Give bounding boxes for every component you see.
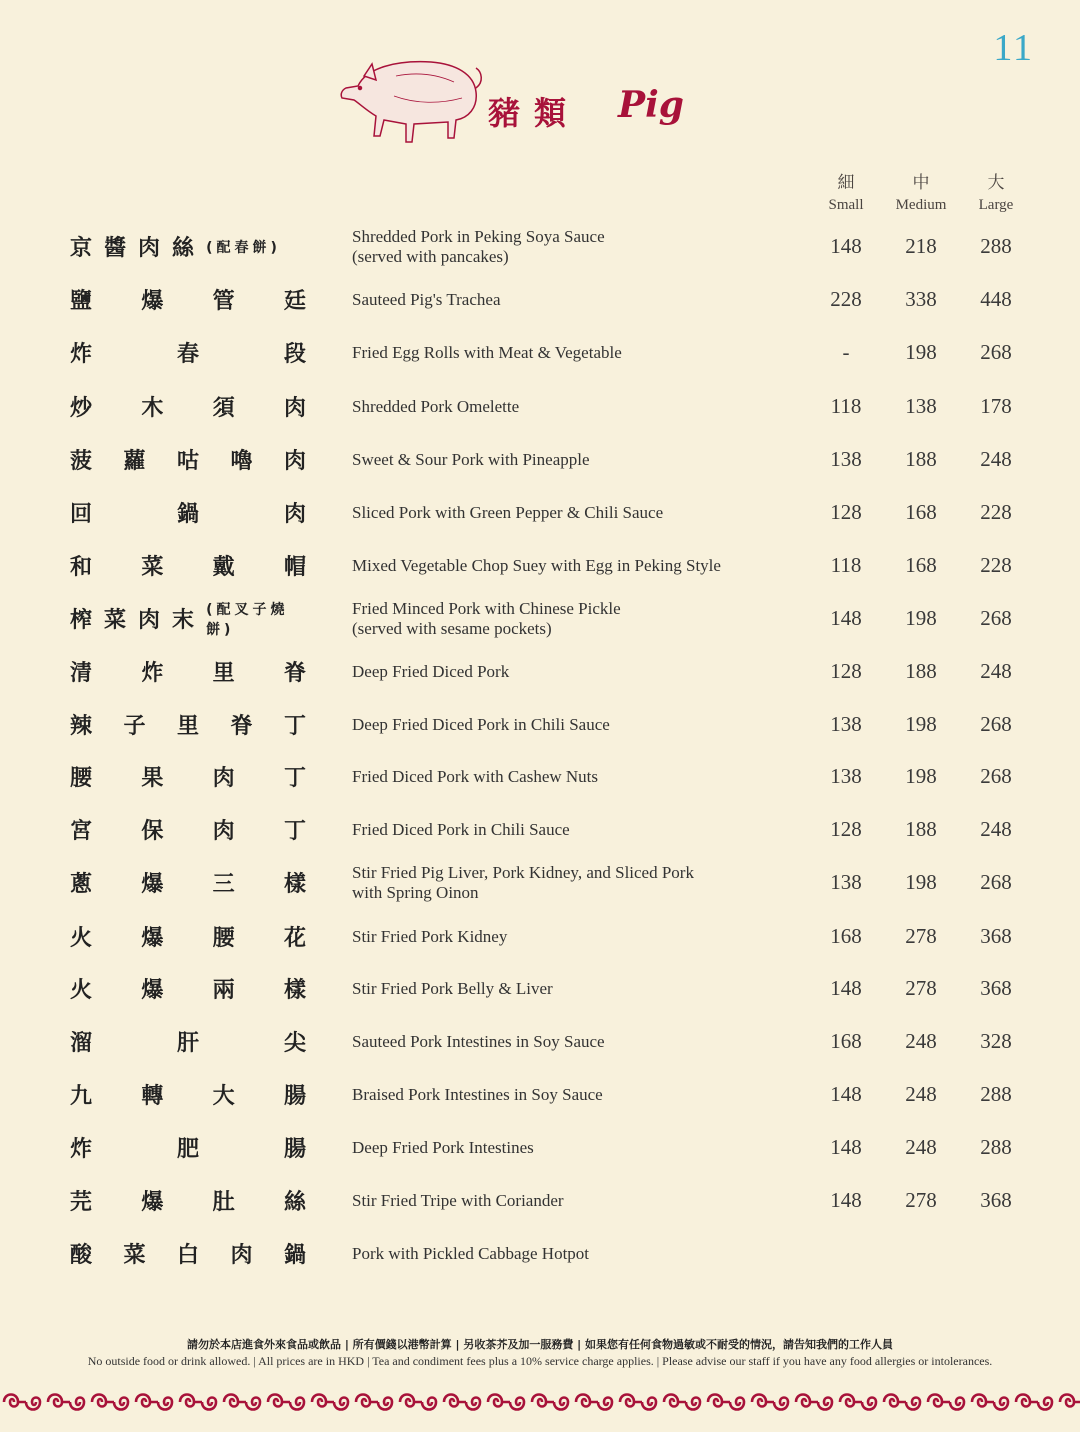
dish-name-char: 炸 <box>70 1137 93 1162</box>
price-small: 128 <box>830 500 862 524</box>
dish-name-chinese <box>70 1068 306 1121</box>
price-large: 268 <box>980 712 1012 736</box>
dish-name-chinese <box>70 750 306 803</box>
dish-name-char: 腸 <box>283 1137 306 1162</box>
dish-name-chinese <box>70 433 306 486</box>
size-header-small <box>806 172 886 216</box>
price-large: 268 <box>980 764 1012 788</box>
price-medium: 198 <box>905 340 937 364</box>
price-large: 268 <box>980 340 1012 364</box>
dish-name-char: 大 <box>212 1084 235 1109</box>
size-header-zh: 細 <box>837 173 855 193</box>
price-small: 118 <box>830 394 862 418</box>
price-small: 148 <box>830 1188 862 1212</box>
dish-name-english: Shredded Pork Omelette <box>352 396 520 416</box>
dish-name-english: Stir Fried Tripe with Coriander <box>352 1190 564 1210</box>
dish-name-char: 肉 <box>212 766 235 791</box>
dish-name-english: Sweet & Sour Pork with Pineapple <box>352 449 590 469</box>
dish-name-char: 兩 <box>212 978 235 1003</box>
price-large <box>956 1227 1036 1280</box>
menu-item-row <box>0 1227 1080 1280</box>
dish-name-char: 保 <box>141 819 164 844</box>
dish-name-english: Deep Fried Diced Pork in Chili Sauce <box>352 714 610 734</box>
dish-name-char: 里 <box>212 661 235 686</box>
price-large: 368 <box>980 976 1012 1000</box>
price-medium: 168 <box>905 553 937 577</box>
dish-name-chinese <box>70 380 306 433</box>
price-small: 138 <box>830 712 862 736</box>
dish-name-char: 管 <box>212 289 235 314</box>
price-medium: 198 <box>905 870 937 894</box>
dish-name-char: 廷 <box>283 289 306 314</box>
dish-name-char: 宮 <box>70 819 93 844</box>
dish-name-char: 腸 <box>283 1084 306 1109</box>
dish-name-char: 段 <box>283 342 306 367</box>
price-small: 228 <box>830 287 862 311</box>
menu-item-row <box>0 380 1080 433</box>
footer-notice-chinese: 請勿於本店進食外來食品或飲品 | 所有價錢以港幣計算 | 另收茶芥及加一服務費 | 如果您有任何食物過敏或不耐受的情況，請告知我們的工作人員 <box>186 1338 894 1351</box>
dish-name-char: 菜 <box>123 1243 146 1268</box>
dish-note-chinese: (配春餅) <box>206 239 281 256</box>
price-small: 118 <box>830 553 862 577</box>
dish-name-english: Pork with Pickled Cabbage Hotpot <box>352 1243 590 1263</box>
price-large: 228 <box>980 500 1012 524</box>
dish-name-chinese <box>70 698 306 751</box>
dish-name-char: 菠 <box>70 449 93 474</box>
menu-item-row <box>0 856 1080 909</box>
dish-name-char: 榨 <box>70 608 93 633</box>
price-small: 128 <box>830 817 862 841</box>
dish-name-char: 回 <box>70 502 93 527</box>
menu-item-row <box>0 486 1080 539</box>
price-small: 138 <box>830 764 862 788</box>
price-small: 148 <box>830 1135 862 1159</box>
dish-name-char: 酸 <box>70 1243 93 1268</box>
price-small: 148 <box>830 606 862 630</box>
price-medium: 278 <box>905 924 937 948</box>
dish-name-char: 咕 <box>176 449 199 474</box>
price-large: 178 <box>980 394 1012 418</box>
dish-name-char: 菜 <box>104 608 127 633</box>
price-small: 168 <box>830 1029 862 1053</box>
menu-item-row <box>0 1121 1080 1174</box>
dish-name-char: 丁 <box>283 714 306 739</box>
dish-name-chinese <box>70 220 306 273</box>
price-medium: 168 <box>905 500 937 524</box>
dish-name-char: 爆 <box>141 978 164 1003</box>
dish-name-char: 樣 <box>283 872 306 897</box>
dish-name-char: 鹽 <box>70 289 93 314</box>
price-medium: 248 <box>905 1029 937 1053</box>
dish-name-english: Sauteed Pig's Trachea <box>352 289 501 309</box>
dish-name-char: 芫 <box>70 1190 93 1215</box>
price-medium: 188 <box>905 817 937 841</box>
menu-item-row <box>0 539 1080 592</box>
menu-item-row <box>0 273 1080 326</box>
dish-name-chinese <box>70 645 306 698</box>
menu-item-row <box>0 750 1080 803</box>
price-medium: 198 <box>905 712 937 736</box>
price-large: 288 <box>980 1135 1012 1159</box>
price-small: 128 <box>830 659 862 683</box>
dish-name-char: 和 <box>70 555 93 580</box>
price-medium: 188 <box>905 447 937 471</box>
dish-name-chinese <box>70 856 306 909</box>
title-english: Pig <box>618 84 684 126</box>
price-small: - <box>842 340 850 364</box>
size-header-medium <box>881 172 961 216</box>
dish-name-english: Deep Fried Diced Pork <box>352 661 510 681</box>
dish-name-char: 爆 <box>141 872 164 897</box>
dish-name-char: 肉 <box>138 608 161 633</box>
price-medium: 278 <box>905 976 937 1000</box>
dish-name-chinese <box>70 326 306 379</box>
price-medium <box>881 1227 961 1280</box>
size-header-zh: 大 <box>987 173 1005 193</box>
dish-name-chinese <box>70 592 306 645</box>
dish-name-char: 脊 <box>283 661 306 686</box>
dish-name-chinese <box>70 539 306 592</box>
pig-illustration <box>336 46 486 150</box>
dish-name-char: 溜 <box>70 1031 93 1056</box>
dish-name-char: 清 <box>70 661 93 686</box>
dish-name-char: 肝 <box>176 1031 199 1056</box>
menu-item-row <box>0 1068 1080 1121</box>
dish-name-char: 樣 <box>283 978 306 1003</box>
price-small: 168 <box>830 924 862 948</box>
dish-name-chinese <box>70 1015 306 1068</box>
size-header-en: Large <box>978 197 1014 213</box>
menu-item-row <box>0 1015 1080 1068</box>
dish-name-char: 肥 <box>176 1137 199 1162</box>
price-medium: 198 <box>905 606 937 630</box>
dish-name-chinese <box>70 1174 306 1227</box>
dish-name-char: 白 <box>176 1243 199 1268</box>
dish-name-char: 鍋 <box>283 1243 306 1268</box>
dish-name-english: Braised Pork Intestines in Soy Sauce <box>352 1084 603 1104</box>
dish-name-char: 丁 <box>283 819 306 844</box>
dish-name-char: 里 <box>176 714 199 739</box>
dish-name-english: Stir Fried Pork Kidney <box>352 926 508 946</box>
price-small: 148 <box>830 1082 862 1106</box>
menu-item-row <box>0 645 1080 698</box>
dish-name-english: Stir Fried Pork Belly & Liver <box>352 978 553 998</box>
dish-name-char: 辣 <box>70 714 93 739</box>
dish-name-char: 蘿 <box>123 449 146 474</box>
footer-notice-english: No outside food or drink allowed. | All prices are in HKD | Tea and condiment fees plus a 10% service charge applies. | Please advise our staff if you have any food allergies or intolerances. <box>87 1354 993 1368</box>
section-header <box>336 46 696 150</box>
dish-name-char: 京 <box>70 236 93 261</box>
price-large: 368 <box>980 924 1012 948</box>
price-small: 138 <box>830 447 862 471</box>
dish-name-char: 轉 <box>141 1084 164 1109</box>
menu-item-row <box>0 910 1080 963</box>
dish-name-char: 菜 <box>141 555 164 580</box>
dish-name-char: 戴 <box>212 555 235 580</box>
dish-name-english: Shredded Pork in Peking Soya Sauce (served with pancakes) <box>352 226 605 266</box>
price-medium: 198 <box>905 764 937 788</box>
dish-name-char: 嚕 <box>230 449 253 474</box>
size-header-large <box>956 172 1036 216</box>
dish-name-char: 肉 <box>283 396 306 421</box>
dish-name-chinese <box>70 962 306 1015</box>
dish-name-char: 肉 <box>283 502 306 527</box>
dish-name-char: 肉 <box>283 449 306 474</box>
menu-item-row <box>0 592 1080 645</box>
dish-name-chinese <box>70 1227 306 1280</box>
dish-name-english: Stir Fried Pig Liver, Pork Kidney, and Sliced Pork with Spring Oinon <box>352 862 694 902</box>
decorative-border <box>0 1384 1080 1420</box>
price-large: 288 <box>980 234 1012 258</box>
price-medium: 248 <box>905 1082 937 1106</box>
price-large: 248 <box>980 447 1012 471</box>
price-medium: 248 <box>905 1135 937 1159</box>
dish-name-char: 帽 <box>283 555 306 580</box>
price-medium: 218 <box>905 234 937 258</box>
dish-name-char: 須 <box>212 396 235 421</box>
dish-name-char: 春 <box>176 342 199 367</box>
dish-name-char: 肉 <box>230 1243 253 1268</box>
dish-name-char: 肚 <box>212 1190 235 1215</box>
page-number: 11 <box>993 27 1034 69</box>
dish-name-char: 火 <box>70 978 93 1003</box>
dish-name-char: 爆 <box>141 1190 164 1215</box>
dish-name-char: 腰 <box>212 926 235 951</box>
dish-name-english: Deep Fried Pork Intestines <box>352 1137 534 1157</box>
price-medium: 278 <box>905 1188 937 1212</box>
menu-item-row <box>0 698 1080 751</box>
dish-name-char: 脊 <box>230 714 253 739</box>
dish-note-chinese: (配叉子燒餅) <box>206 601 289 638</box>
title-chinese: 豬類 <box>488 94 581 132</box>
menu-item-row <box>0 962 1080 1015</box>
dish-name-char: 絲 <box>283 1190 306 1215</box>
dish-name-char: 爆 <box>141 289 164 314</box>
dish-name-char: 三 <box>212 872 235 897</box>
dish-name-char: 火 <box>70 926 93 951</box>
price-large: 268 <box>980 870 1012 894</box>
price-medium: 338 <box>905 287 937 311</box>
price-large: 328 <box>980 1029 1012 1053</box>
price-medium: 188 <box>905 659 937 683</box>
menu-item-row <box>0 803 1080 856</box>
dish-name-chinese <box>70 910 306 963</box>
dish-name-char: 肉 <box>212 819 235 844</box>
menu-item-row <box>0 1174 1080 1227</box>
dish-name-char: 丁 <box>283 766 306 791</box>
dish-name-char: 炸 <box>70 342 93 367</box>
menu-item-row <box>0 326 1080 379</box>
price-small: 148 <box>830 234 862 258</box>
dish-name-char: 肉 <box>138 236 161 261</box>
price-large: 248 <box>980 817 1012 841</box>
dish-name-english: Sauteed Pork Intestines in Soy Sauce <box>352 1031 605 1051</box>
dish-name-char: 炒 <box>70 396 93 421</box>
dish-name-english: Sliced Pork with Green Pepper & Chili Sauce <box>352 502 664 522</box>
dish-name-chinese <box>70 486 306 539</box>
dish-name-char: 末 <box>172 608 195 633</box>
menu-item-row <box>0 433 1080 486</box>
dish-name-char: 花 <box>283 926 306 951</box>
dish-name-char: 九 <box>70 1084 93 1109</box>
menu-item-row <box>0 220 1080 273</box>
dish-name-char: 果 <box>141 766 164 791</box>
price-small <box>806 1227 886 1280</box>
dish-name-english: Fried Diced Pork in Chili Sauce <box>352 819 570 839</box>
dish-name-char: 蔥 <box>70 872 93 897</box>
dish-name-char: 鍋 <box>176 502 199 527</box>
dish-name-char: 炸 <box>141 661 164 686</box>
size-header-en: Medium <box>895 197 947 213</box>
dish-name-english: Mixed Vegetable Chop Suey with Egg in Peking Style <box>352 555 721 575</box>
dish-name-char: 木 <box>141 396 164 421</box>
size-header-zh: 中 <box>912 173 930 193</box>
dish-name-char: 絲 <box>172 236 195 261</box>
dish-name-english: Fried Egg Rolls with Meat & Vegetable <box>352 342 622 362</box>
price-large: 288 <box>980 1082 1012 1106</box>
price-large: 448 <box>980 287 1012 311</box>
dish-name-chinese <box>70 273 306 326</box>
price-large: 368 <box>980 1188 1012 1212</box>
dish-name-char: 子 <box>123 714 146 739</box>
dish-name-char: 爆 <box>141 926 164 951</box>
price-small: 138 <box>830 870 862 894</box>
price-large: 248 <box>980 659 1012 683</box>
dish-name-char: 尖 <box>283 1031 306 1056</box>
price-small: 148 <box>830 976 862 1000</box>
price-large: 268 <box>980 606 1012 630</box>
price-medium: 138 <box>905 394 937 418</box>
dish-name-chinese <box>70 1121 306 1174</box>
dish-name-english: Fried Minced Pork with Chinese Pickle (served with sesame pockets) <box>352 598 621 638</box>
dish-name-english: Fried Diced Pork with Cashew Nuts <box>352 766 599 786</box>
size-header-en: Small <box>828 197 864 213</box>
price-large: 228 <box>980 553 1012 577</box>
dish-name-chinese <box>70 803 306 856</box>
dish-name-char: 腰 <box>70 766 93 791</box>
dish-name-char: 醬 <box>104 236 127 261</box>
